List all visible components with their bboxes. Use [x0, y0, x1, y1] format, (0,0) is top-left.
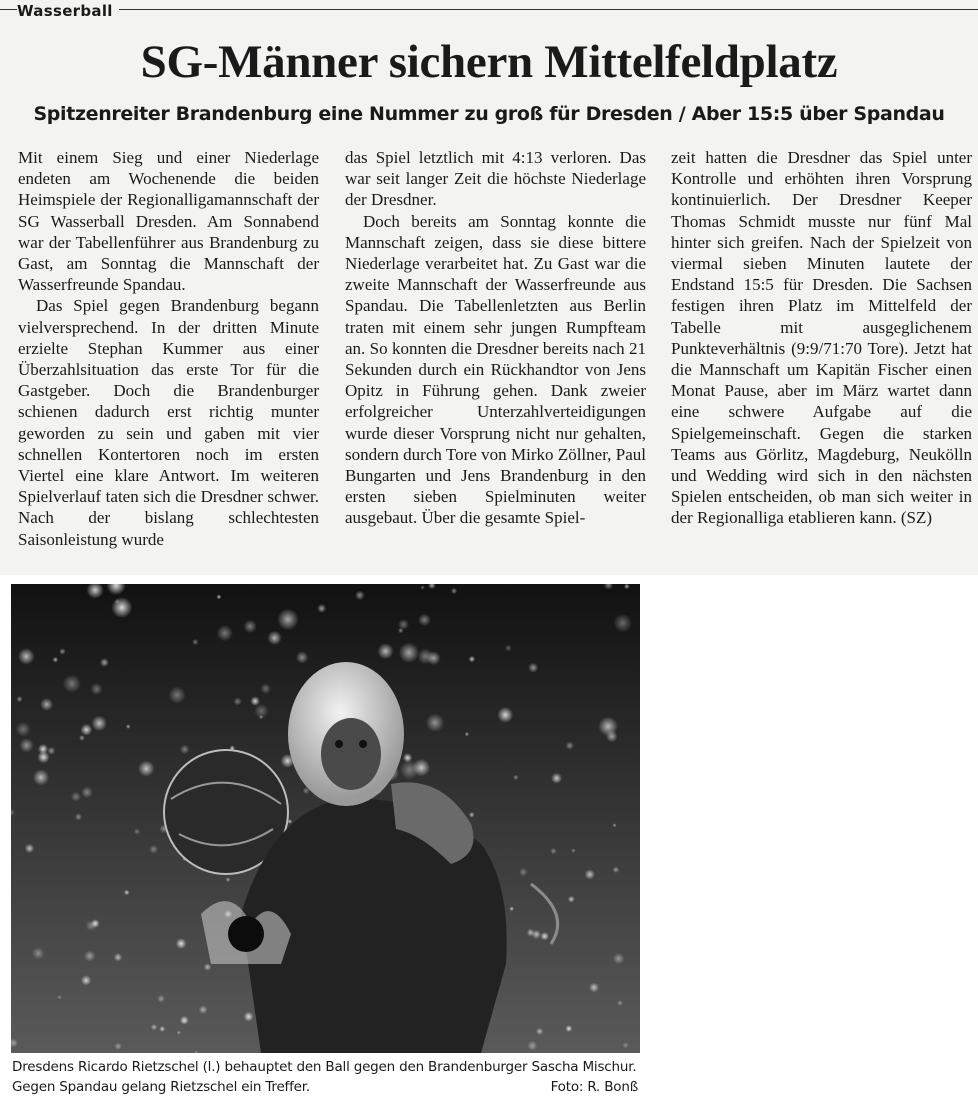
text-column-3 [671, 147, 972, 529]
caption-text: Dresdens Ricardo Rietzschel (l.) behauptet den Ball gegen den Brandenburger Sascha Mischur. Gegen Spandau gelang Rietzschel ein Treffer. [12, 1059, 637, 1095]
paragraph: Das Spiel gegen Brandenburg begann vielversprechend. In der dritten Minute erzielte Stephan Kummer aus einer Überzahlsituation das erste Tor für die Gastgeber. Doch die Brandenburger schienen dadurch erst richtig munter geworden zu sein und gaben mit vier schnellen Kontertoren noch im ersten Viertel eine klare Antwort. Im weiteren Spielverlauf taten sich die Dresdner schwer. Nach der bislang schlechtesten Saisonleistung wurde [18, 296, 319, 549]
paragraph: Doch bereits am Sonntag konnte die Mannschaft zeigen, dass sie diese bittere Niederlage verarbeitet hat. Zu Gast war die zweite Mannschaft der Wasserfreunde aus Spandau. Die Tabellenletzten aus Berlin traten mit einem sehr jungen Rumpfteam an. So konnten die Dresdner bereits nach 21 Sekunden durch ein Rückhandtor von Jens Opitz in Führung gehen. Dank zweier erfolgreicher Unterzahlverteidigungen wurde dieser Vorsprung nicht nur gehalten, sondern durch Tore von Mirko Zöllner, Paul Bungarten und Jens Brandenburg in den ersten sieben Spielminuten weiter ausgebaut. Über die gesamte Spiel- [345, 211, 646, 528]
article-headline: SG-Männer sichern Mittelfeldplatz [140, 36, 838, 88]
paragraph: das Spiel letztlich mit 4:13 verloren. Das war seit langer Zeit die höchste Niederlage der Dresdner. [345, 148, 646, 210]
text-column-1 [18, 147, 319, 550]
section-rubric: Wasserball [17, 2, 119, 20]
paragraph: Mit einem Sieg und einer Niederlage endeten am Wochenende die beiden Heimspiele der Regionalligamannschaft der SG Wasserball Dresden. Am Sonnabend war der Tabellenführer aus Brandenburg zu Gast, am Sonntag die Mannschaft der Wasserfreunde Spandau. [18, 148, 319, 295]
top-rule [0, 9, 978, 10]
photo-credit: Foto: R. Bonß [550, 1079, 638, 1095]
paragraph: zeit hatten die Dresdner das Spiel unter Kontrolle und erhöhten ihren Vorsprung kontinuierlich. Der Dresdner Keeper Thomas Schmidt musste nur fünf Mal hinter sich greifen. Nach der Spielzeit von viermal sieben Minuten lautete der Endstand 15:5 für Dresden. Die Sachsen festigen ihren Platz im Mittelfeld der Tabelle mit ausgeglichenem Punkteverhältnis (9:9/71:70 Tore). Jetzt hat die Mannschaft um Kapitän Fischer einen Monat Pause, aber im März wartet dann eine schwere Aufgabe auf die Spielgemeinschaft. Gegen die starken Teams aus Görlitz, Magdeburg, Neukölln und Wedding wird sich in den nächsten Spielen entscheiden, ob man sich weiter in der Regionalliga etablieren kann. (SZ) [671, 148, 972, 528]
photo-image [11, 584, 640, 1053]
water-polo-photo [11, 584, 640, 1053]
article-subheadline: Spitzenreiter Brandenburg eine Nummer zu groß für Dresden / Aber 15:5 über Spandau [33, 103, 945, 125]
photo-caption [12, 1057, 640, 1097]
text-column-2 [345, 147, 646, 529]
